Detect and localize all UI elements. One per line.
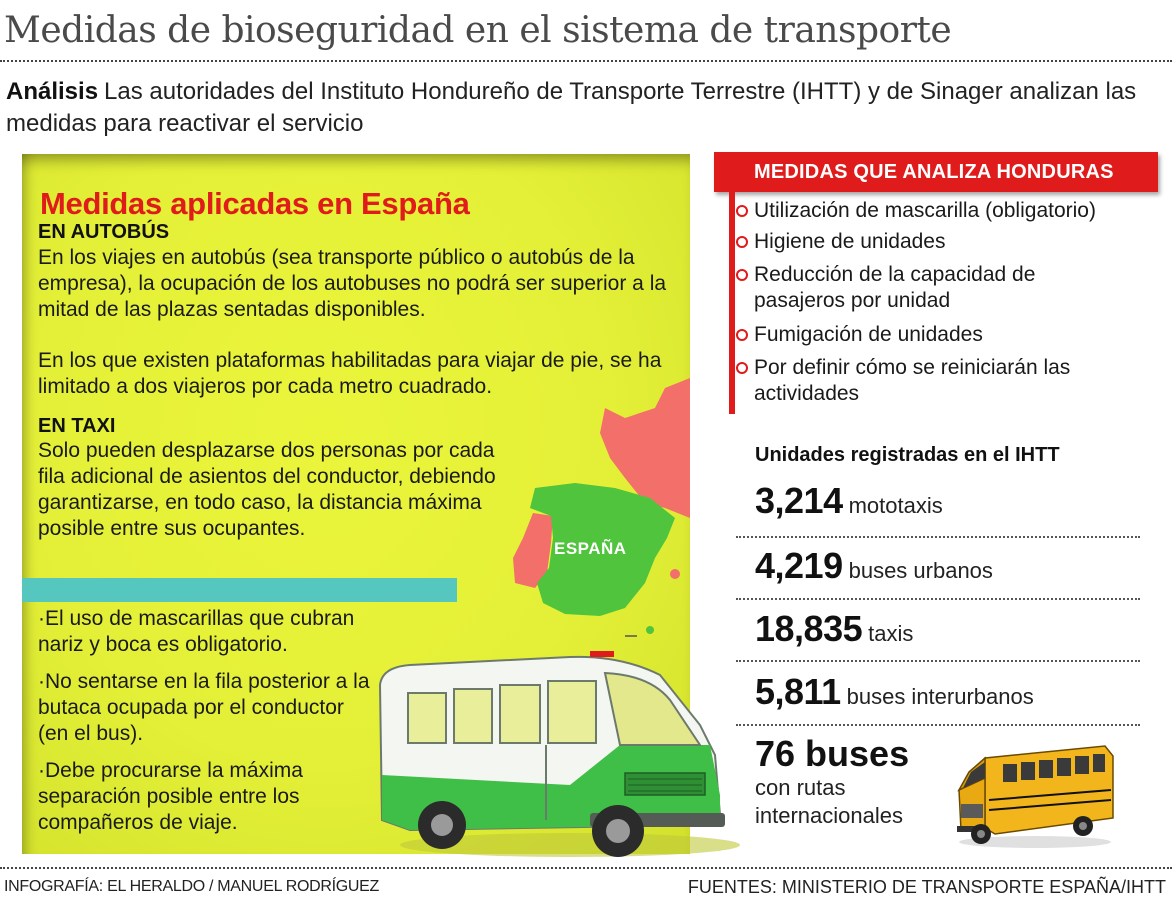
taxi-paragraph: Solo pueden desplazarse dos personas por cada fila adicional de asientos del conductor, debiendo garantizarse, en todo caso, la distancia máxima posible entre sus ocupantes. [38, 439, 496, 540]
bullet-circle-icon [736, 236, 748, 248]
sources-credit: FUENTES: MINISTERIO DE TRANSPORTE ESPAÑA/IHTT [687, 877, 1166, 897]
honduras-header [714, 152, 1158, 192]
map-label-espana: ESPAÑA [554, 539, 627, 558]
top-divider [0, 60, 1172, 62]
unit-row-buses-urbanos [755, 545, 993, 587]
bullet-circle-icon [736, 269, 748, 281]
honduras-list-rule [729, 192, 735, 414]
page-title: Medidas de bioseguridad en el sistema de transporte [4, 10, 952, 51]
unit-label-international: con rutas internacionales [755, 775, 903, 828]
infographic-credit: INFOGRAFÍA: EL HERALDO / MANUEL RODRÍGUEZ [4, 878, 380, 895]
honduras-item: Por definir cómo se reiniciarán las actividades [736, 355, 1096, 407]
honduras-item: Fumigación de unidades [736, 322, 1156, 348]
island [646, 626, 654, 634]
unit-value: 5,811 [755, 671, 841, 712]
spain-section-title: Medidas aplicadas en España [40, 186, 470, 221]
unit-label: mototaxis [848, 493, 943, 518]
unit-row-mototaxis [755, 480, 943, 522]
bus-paragraph-1: En los viajes en autobús (sea transporte público o autobús de la empresa), la ocupación de los autobuses no podrá ser superior a la mitad de las plazas sentadas disponibles. [38, 246, 667, 321]
bottom-divider [0, 867, 1172, 869]
unit-value: 3,214 [755, 480, 843, 521]
unit-label: buses urbanos [848, 558, 993, 583]
subtitle-lead: Análisis [6, 78, 99, 105]
section-divider-bar [22, 578, 457, 602]
subtitle [6, 76, 1146, 140]
yellow-school-bus-icon [955, 738, 1115, 850]
unit-divider [736, 536, 1140, 538]
spain-bullet-2: ·No sentarse en la fila posterior a la butaca ocupada por el conductor (en el bus). [38, 670, 370, 745]
bullet-circle-icon [736, 205, 748, 217]
bus-paragraph-2: En los que existen plataformas habilitadas para viajar de pie, se ha limitado a dos viajeros por cada metro cuadrado. [38, 349, 662, 398]
honduras-header-label: MEDIDAS QUE ANALIZA HONDURAS [754, 161, 1114, 183]
bullet-circle-icon [736, 362, 748, 374]
unit-label: taxis [868, 621, 914, 646]
spain-bullet-3: ·Debe procurarse la máxima separación posible entre los compañeros de viaje. [38, 759, 303, 834]
unit-value: 18,835 [755, 608, 863, 649]
green-bus-icon [370, 645, 740, 860]
taxi-heading: EN TAXI [38, 415, 116, 437]
honduras-item: Higiene de unidades [736, 229, 1156, 255]
units-title: Unidades registradas en el IHTT [755, 444, 1060, 466]
unit-divider [736, 660, 1140, 662]
unit-row-buses-interurbanos [755, 671, 1034, 713]
subtitle-text: Las autoridades del Instituto Hondureño de Transporte Terrestre (IHTT) y de Sinager analizan las medidas para reactivar el servicio [6, 78, 1137, 137]
spain-bullet-1: ·El uso de mascarillas que cubran nariz y boca es obligatorio. [38, 607, 355, 656]
honduras-item: Utilización de mascarilla (obligatorio) [736, 198, 1156, 224]
unit-label: buses interurbanos [846, 684, 1034, 709]
honduras-item: Reducción de la capacidad de pasajeros por unidad [736, 262, 1096, 314]
spain-map [505, 378, 690, 638]
bullet-circle-icon [736, 329, 748, 341]
island [670, 569, 680, 579]
unit-divider [736, 598, 1140, 600]
unit-row-taxis [755, 608, 913, 650]
unit-value: 4,219 [755, 545, 843, 586]
bus-heading: EN AUTOBÚS [38, 221, 170, 243]
unit-value-international: 76 buses [755, 733, 910, 774]
unit-divider [736, 724, 1140, 726]
